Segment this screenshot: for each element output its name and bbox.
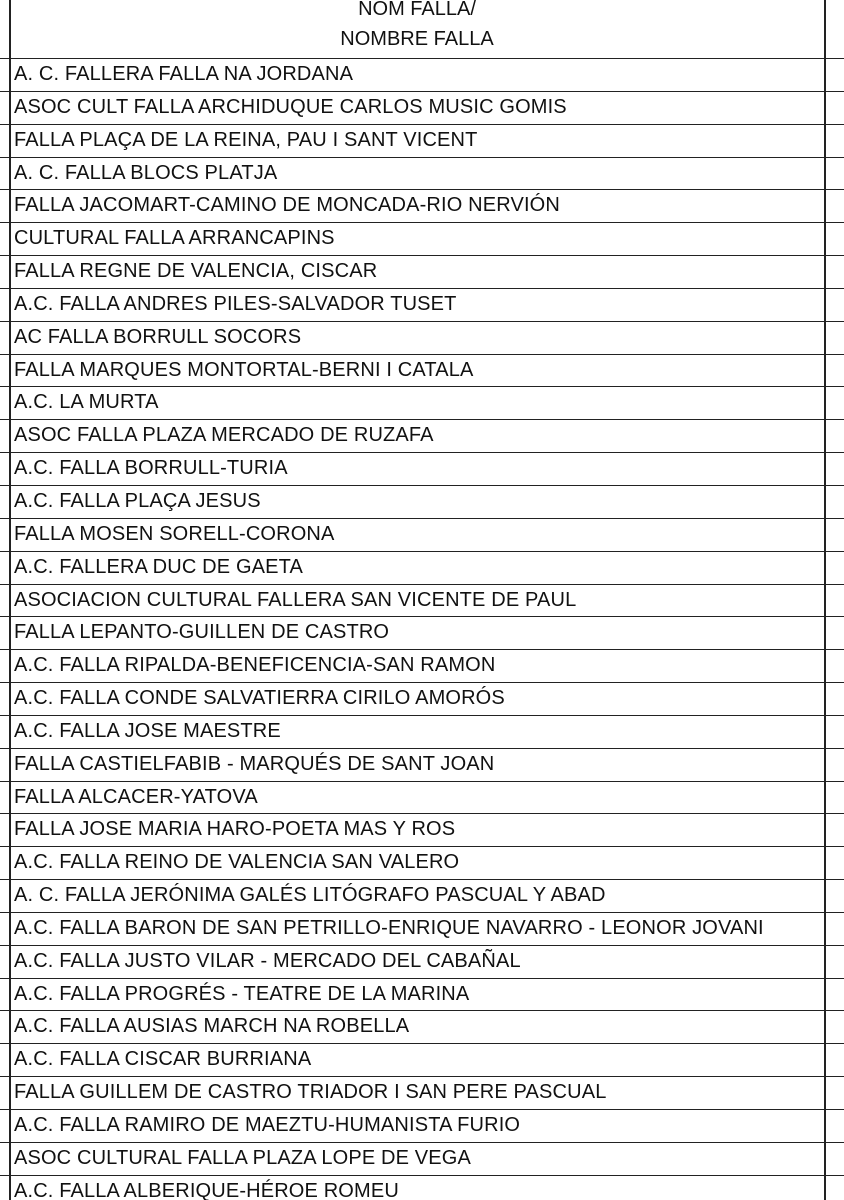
falla-name-cell: A.C. FALLA AUSIAS MARCH NA ROBELLA <box>14 1015 410 1038</box>
falla-name-cell: A.C. FALLA ALBERIQUE-HÉROE ROMEU <box>14 1179 399 1200</box>
table-row <box>0 321 844 354</box>
table-row <box>0 978 844 1011</box>
falla-name-cell: A.C. FALLA JOSE MAESTRE <box>14 719 281 742</box>
table-row <box>0 945 844 978</box>
falla-name-cell: FALLA MOSEN SORELL-CORONA <box>14 522 335 545</box>
table-row <box>0 222 844 255</box>
table-row <box>0 354 844 387</box>
table-row <box>0 649 844 682</box>
falla-name-cell: A. C. FALLA BLOCS PLATJA <box>14 161 278 184</box>
table-row <box>0 1076 844 1109</box>
falla-name-cell: FALLA GUILLEM DE CASTRO TRIADOR I SAN PERE PASCUAL <box>14 1081 607 1104</box>
table-row <box>0 846 844 879</box>
column-header-line1: NOM FALLA/ <box>358 0 476 20</box>
table-row <box>0 748 844 781</box>
table-row <box>0 1010 844 1043</box>
table-row <box>0 715 844 748</box>
falla-name-cell: FALLA REGNE DE VALENCIA, CISCAR <box>14 260 378 283</box>
falla-name-cell: FALLA PLAÇA DE LA REINA, PAU I SANT VICENT <box>14 128 478 151</box>
falla-name-cell: A.C. FALLA CISCAR BURRIANA <box>14 1048 312 1071</box>
table-row <box>0 551 844 584</box>
falla-name-cell: FALLA JOSE MARIA HARO-POETA MAS Y ROS <box>14 818 456 841</box>
table-row <box>0 1142 844 1175</box>
falla-name-cell: FALLA ALCACER-YATOVA <box>14 785 258 808</box>
table-row <box>0 58 844 91</box>
table-row <box>0 1109 844 1142</box>
falla-name-cell: FALLA CASTIELFABIB - MARQUÉS DE SANT JOAN <box>14 752 495 775</box>
falla-name-cell: A.C. FALLA BARON DE SAN PETRILLO-ENRIQUE NAVARRO - LEONOR JOVANI <box>14 916 764 939</box>
falla-name-cell: AC FALLA BORRULL SOCORS <box>14 325 302 348</box>
falla-name-cell: FALLA LEPANTO-GUILLEN DE CASTRO <box>14 621 390 644</box>
falla-name-cell: ASOC CULTURAL FALLA PLAZA LOPE DE VEGA <box>14 1146 471 1169</box>
table-row <box>0 288 844 321</box>
table-row <box>0 1175 844 1200</box>
table-row <box>0 879 844 912</box>
falla-name-cell: A. C. FALLERA FALLA NA JORDANA <box>14 63 354 85</box>
falla-name-cell: A.C. FALLA CONDE SALVATIERRA CIRILO AMORÓS <box>14 687 505 710</box>
falla-name-cell: A.C. FALLA RAMIRO DE MAEZTU-HUMANISTA FURIO <box>14 1114 521 1136</box>
table-row <box>0 1043 844 1076</box>
table-row <box>0 485 844 518</box>
table-row <box>0 813 844 846</box>
table-row <box>0 616 844 649</box>
column-header <box>10 0 824 58</box>
table-row <box>0 157 844 190</box>
table-row <box>0 419 844 452</box>
table-row <box>0 91 844 124</box>
table-row <box>0 386 844 419</box>
table-row <box>0 781 844 814</box>
falla-name-cell: A.C. FALLA JUSTO VILAR - MERCADO DEL CABAÑAL <box>14 949 521 972</box>
falla-name-cell: CULTURAL FALLA ARRANCAPINS <box>14 227 335 250</box>
table-row <box>0 189 844 222</box>
falla-name-cell: A.C. FALLA PLAÇA JESUS <box>14 489 261 512</box>
falla-name-cell: ASOCIACION CULTURAL FALLERA SAN VICENTE DE PAUL <box>14 588 577 611</box>
falla-name-cell: FALLA JACOMART-CAMINO DE MONCADA-RIO NERVIÓN <box>14 194 560 217</box>
falla-name-cell: A.C. LA MURTA <box>14 391 159 414</box>
falla-name-cell: ASOC FALLA PLAZA MERCADO DE RUZAFA <box>14 424 434 447</box>
falla-name-cell: A.C. FALLA RIPALDA-BENEFICENCIA-SAN RAMON <box>14 654 496 677</box>
falla-name-cell: ASOC CULT FALLA ARCHIDUQUE CARLOS MUSIC GOMIS <box>14 95 567 118</box>
falla-name-cell: A.C. FALLA BORRULL-TURIA <box>14 457 288 480</box>
table-row <box>0 682 844 715</box>
falla-name-cell: A. C. FALLA JERÓNIMA GALÉS LITÓGRAFO PASCUAL Y ABAD <box>14 884 606 907</box>
table-row <box>0 518 844 551</box>
falla-name-cell: A.C. FALLA ANDRES PILES-SALVADOR TUSET <box>14 292 457 315</box>
table-row <box>0 255 844 288</box>
falla-name-cell: FALLA MARQUES MONTORTAL-BERNI I CATALA <box>14 358 474 381</box>
table-row <box>0 452 844 485</box>
table-row <box>0 124 844 157</box>
falla-name-cell: A.C. FALLA PROGRÉS - TEATRE DE LA MARINA <box>14 982 470 1005</box>
table-row <box>0 584 844 617</box>
falla-name-cell: A.C. FALLA REINO DE VALENCIA SAN VALERO <box>14 851 460 874</box>
table-body <box>0 58 844 1200</box>
table-row <box>0 912 844 945</box>
column-header-line2: NOMBRE FALLA <box>340 28 494 50</box>
falla-name-cell: A.C. FALLERA DUC DE GAETA <box>14 555 304 578</box>
